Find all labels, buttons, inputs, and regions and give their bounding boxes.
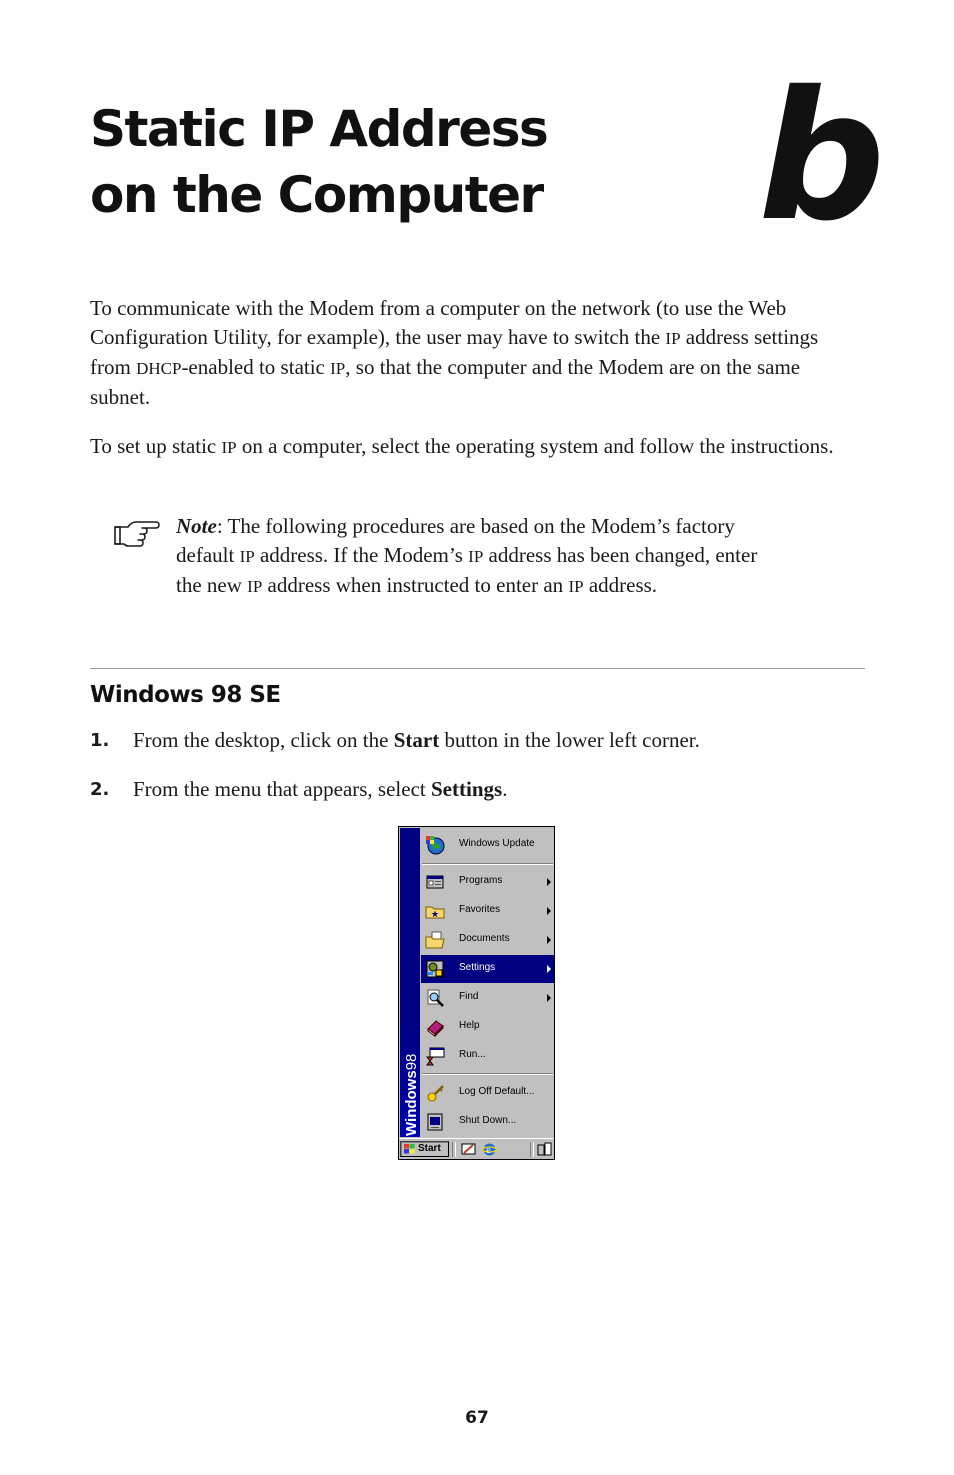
menu-item-label: Favorites <box>459 904 501 915</box>
menu-separator <box>422 863 553 865</box>
submenu-arrow-icon <box>547 907 551 915</box>
menu-item-label: Documents <box>459 933 510 944</box>
pointing-hand-icon <box>114 518 160 548</box>
menu-item-favorites[interactable] <box>421 897 554 925</box>
settings-icon <box>425 959 445 979</box>
menu-item-label: Programs <box>459 875 503 886</box>
log-off-icon <box>425 1083 445 1103</box>
step-text: From the desktop, click on the Start button in the lower left corner. <box>133 728 700 752</box>
submenu-arrow-icon <box>547 965 551 973</box>
taskbar <box>399 1138 554 1160</box>
menu-item-log-off[interactable] <box>421 1079 554 1107</box>
note-label: Note <box>176 514 217 538</box>
menu-item-label: Find <box>459 991 479 1002</box>
favorites-icon <box>425 901 445 921</box>
run-icon <box>425 1046 445 1066</box>
menu-item-label: Windows Update <box>459 838 535 849</box>
submenu-arrow-icon <box>547 994 551 1002</box>
intro-paragraph-1: To communicate with the Modem from a computer on the network (to use the Web Configuration Utility, for example), the user may have to switch the IP address settings from DHCP-enabled to static IP, so that the computer and the Modem are on the same subnet. <box>90 296 819 409</box>
chapter-title <box>90 96 547 228</box>
menu-item-settings[interactable] <box>421 955 554 983</box>
appendix-letter: b <box>758 53 882 260</box>
documents-icon <box>425 930 445 950</box>
taskbar-divider <box>530 1142 534 1157</box>
intro-paragraph-2: To set up static IP on a computer, select the operating system and follow the instructions. <box>90 434 834 458</box>
system-tray-icon[interactable] <box>537 1142 552 1157</box>
submenu-arrow-icon <box>547 936 551 944</box>
chapter-title-line2: on the Computer <box>90 166 543 224</box>
shut-down-icon <box>425 1112 445 1132</box>
chapter-title-line1: Static IP Address <box>90 100 548 158</box>
menu-item-label: Run... <box>459 1049 486 1060</box>
programs-icon <box>425 872 445 892</box>
note-text: Note: The following procedures are based on the Modem’s factory default IP address. If the Modem’s IP address has been changed, enter the new IP address when instructed to enter an IP address. <box>176 514 758 597</box>
menu-separator <box>422 1073 553 1075</box>
show-desktop-icon[interactable] <box>461 1142 476 1157</box>
menu-item-label: Shut Down... <box>459 1115 517 1126</box>
menu-item-label: Help <box>459 1020 480 1031</box>
find-icon <box>425 988 445 1008</box>
step-text: From the menu that appears, select Settings. <box>133 777 508 801</box>
start-menu-screenshot <box>398 826 555 1160</box>
section-heading: Windows 98 SE <box>90 682 281 708</box>
step-number: 2. <box>90 779 110 800</box>
menu-item-label: Settings <box>459 962 496 973</box>
start-menu-side-band <box>400 828 420 1137</box>
taskbar-divider <box>452 1142 456 1157</box>
menu-item-windows-update[interactable] <box>421 831 554 859</box>
windows98-side-label: Windows98 <box>403 1053 420 1136</box>
internet-explorer-icon[interactable] <box>482 1142 497 1157</box>
menu-item-run[interactable] <box>421 1042 554 1070</box>
svg-text:e: e <box>486 1145 491 1156</box>
menu-item-label: Log Off Default... <box>459 1086 535 1097</box>
menu-item-documents[interactable] <box>421 926 554 954</box>
start-button[interactable] <box>400 1141 449 1157</box>
menu-item-programs[interactable] <box>421 868 554 896</box>
start-button-label: Start <box>418 1143 441 1154</box>
menu-item-shut-down[interactable] <box>421 1108 554 1136</box>
menu-item-find[interactable] <box>421 984 554 1012</box>
windows-flag-icon <box>404 1144 415 1154</box>
section-divider <box>90 668 865 669</box>
menu-item-help[interactable] <box>421 1013 554 1041</box>
windows-update-icon <box>425 835 445 855</box>
page-number: 67 <box>465 1408 489 1428</box>
help-icon <box>425 1017 445 1037</box>
submenu-arrow-icon <box>547 878 551 886</box>
step-number: 1. <box>90 730 110 751</box>
